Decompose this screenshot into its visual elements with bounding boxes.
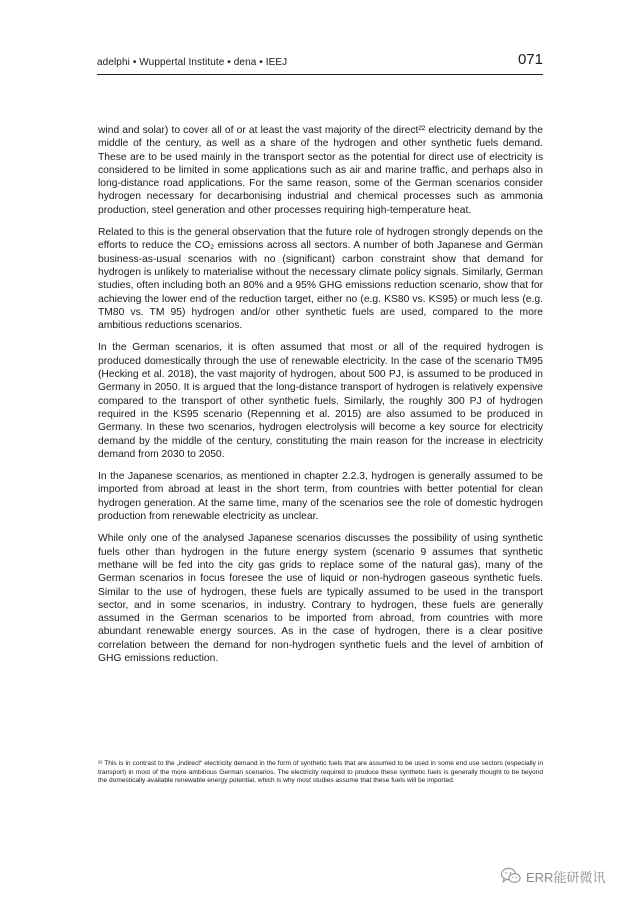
paragraph: wind and solar) to cover all of or at least the vast majority of the direct²² electricity demand by the middle of the century, as well as a share of the hydrogen and other synthetic fuels demand. These are to be used mainly in the transport sector as the potential for direct use of electricity is considered to be limited in some applications such as air and marine traffic, and perhaps also in long-distance road applications. For the same reason, some of the German scenarios consider hydrogen necessary for decarbonising industrial and chemical processes such as ammonia production, steel generation and other processes requiring high-temperature heat. [98, 125, 543, 216]
watermark-text: ERR能研微讯 [526, 869, 606, 885]
watermark [500, 863, 605, 889]
paragraph: While only one of the analysed Japanese scenarios discusses the possibility of using synthetic fuels other than hydrogen in the future energy system (scenario 9 assumes that synthetic methane will be fed into the city gas grids to replace some of the natural gas), many of the German scenarios in focus foresee the use of liquid or non-hydrogen gaseous synthetic fuels. Similar to the use of hydrogen, these fuels are typically assumed to be used in the transport sector, and in some scenarios, in industry. Contrary to hydrogen, these fuels are generally assumed in the German scenarios to be imported from abroad, from countries with more abundant renewable energy sources. As in the case of hydrogen, there is a clear positive correlation between the demand for non-hydrogen synthetic fuels and the level of ambition of GHG emissions reduction. [98, 533, 543, 664]
page-header [97, 48, 543, 75]
paragraph: In the German scenarios, it is often assumed that most or all of the required hydrogen is produced domestically through the use of renewable electricity. In the case of the scenario TM95 (Hecking et al. 2018), the vast majority of hydrogen, about 500 PJ, is assumed to be produced in Germany in 2050. It is argued that the long-distance transport of hydrogen is relatively expensive compared to the transport of other synthetic fuels. Similarly, the roughly 300 PJ of hydrogen required in the KS95 scenario (Repenning et al. 2015) are also assumed to be produced in Germany. In these two scenarios, hydrogen electrolysis will become a key source for electricity demand by the middle of the century, constituting the main reason for the increase in electricity demand from 2030 to 2050. [98, 342, 543, 460]
wechat-icon [500, 866, 522, 886]
header-organizations: adelphi • Wuppertal Institute • dena • IEEJ [97, 57, 288, 68]
paragraph: Related to this is the general observation that the future role of hydrogen strongly depends on the efforts to reduce the CO₂ emissions across all sectors. A number of both Japanese and German business-as-usual scenarios with no (significant) carbon constraint show that demand for hydrogen is unlikely to materialise without the necessary climate policy signals. Similarly, German studies, often including both an 80% and a 95% GHG emissions reduction scenario, show that for achieving the lower end of the reduction target, either no (e.g. KS80 vs. KS95) or much less (e.g. TM80 vs. TM 95) hydrogen and/or other synthetic fuels are used, compared to the more ambitious reductions scenarios. [98, 227, 543, 332]
footnote: ²² This is in contrast to the „indirect“ electricity demand in the form of synthetic fuels that are assumed to be used in some end use sectors (especially in transport) in most of the more ambitious German scenarios. The electricity required to produce these synthetic fuels is generally thought to be beyond the domestically available renewable energy potential, which is why most studies assume that these fuels will be imported. [98, 760, 543, 785]
page-number: 071 [517, 51, 543, 68]
paragraph: In the Japanese scenarios, as mentioned in chapter 2.2.3, hydrogen is generally assumed to be imported from abroad at least in the short term, from countries with better potential for clean hydrogen generation. At the same time, many of the scenarios see the role of domestic hydrogen production from renewable electricity as unclear. [98, 471, 543, 523]
body-text [98, 124, 543, 674]
